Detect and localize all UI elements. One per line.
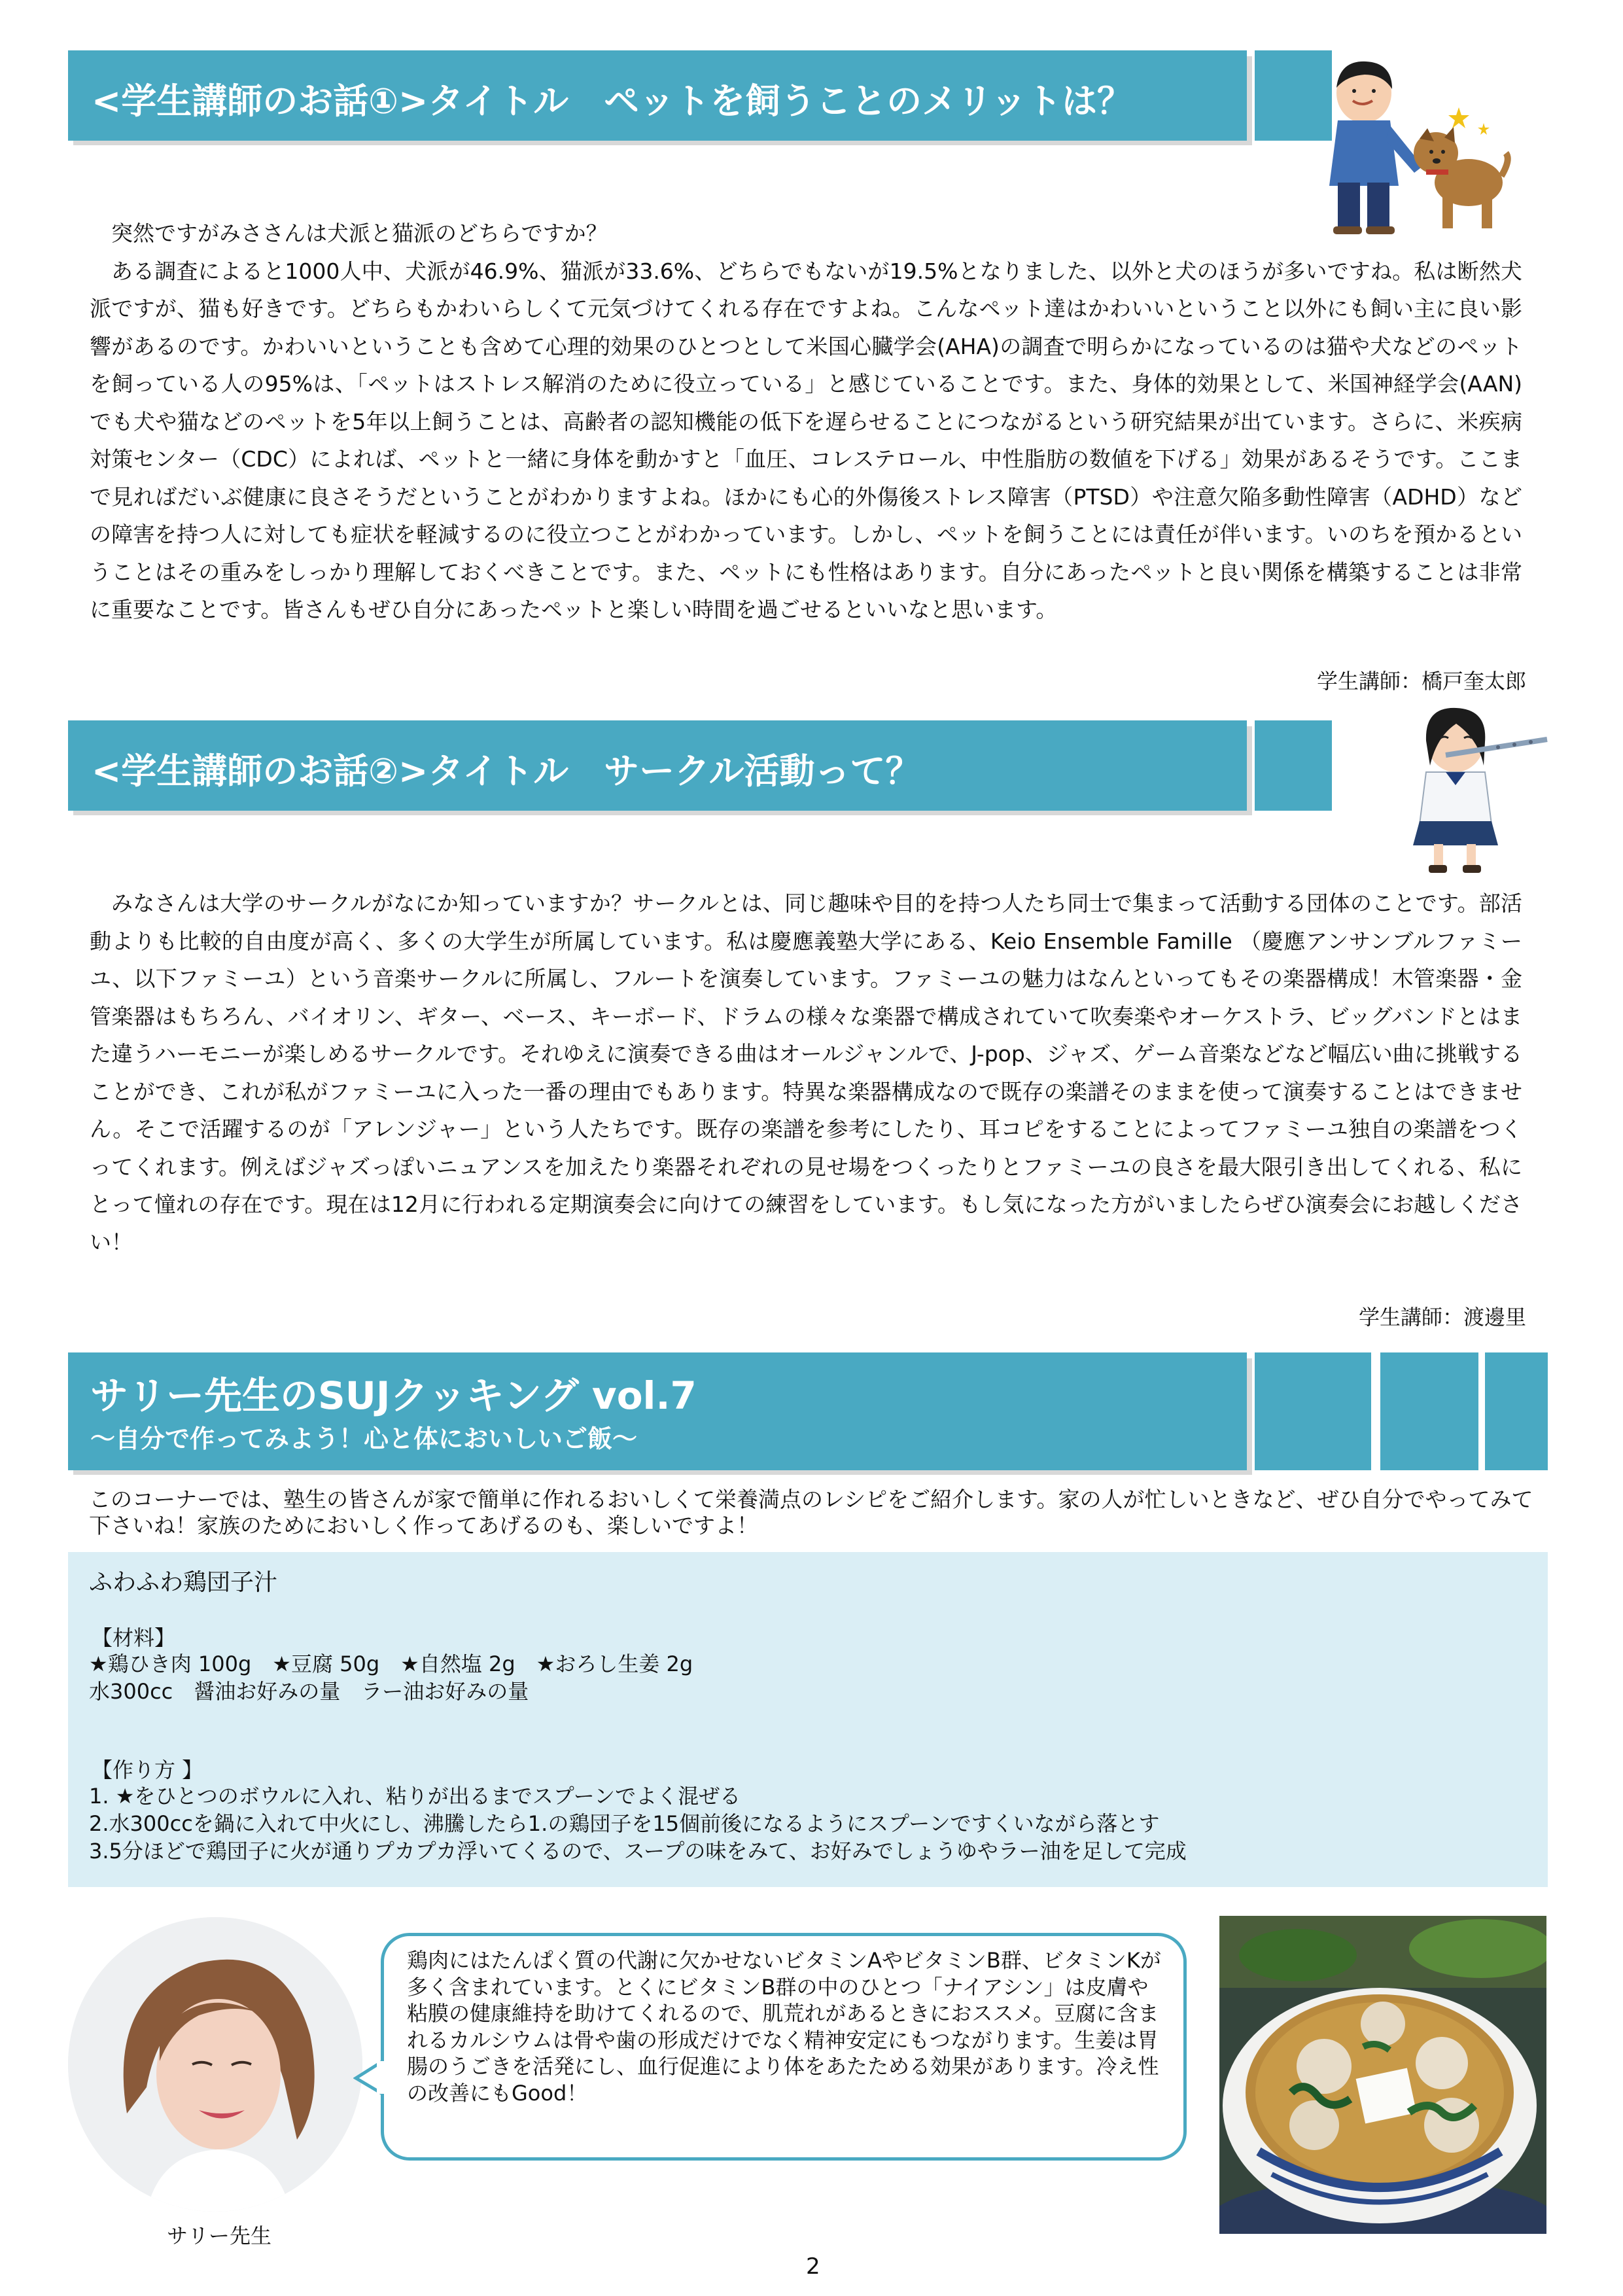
chicken-meatball-soup-photo [1219,1916,1546,2234]
man-with-dog-illustration [1315,55,1511,238]
header3-tile-2 [1380,1352,1478,1470]
header3-tile-3 [1485,1352,1548,1470]
section1-paragraph-2: ある調査によると1000人中、犬派が46.9%、猫派が33.6%、どちらでもないが19.5%となりました、以外と犬のほうが多いですね。私は断然犬派ですが、猫も好きです。どちらもかわいらしくて元気づけてくれる存在ですよね。こんなペット達はかわいいということ以外にも飼い主に良い影響があるのです。かわいいということも含めて心理的効果のひとつとして米国心臓学会(AHA)の調査で明らかになっているのは猫や犬などのペットを飼っている人の95%は、「ペットはストレス解消のために役立っている」と感じていることです。また、身体的効果として、米国神経学会(AAN)でも犬や猫などのペットを5年以上飼うことは、高齢者の認知機能の低下を遅らせることにつながるという研究結果が出ています。さらに、米疾病対策センター（CDC）によれば、ペットと一緒に身体を動かすと「血圧、コレステロール、中性脂肪の数値を下げる」効果があるそうです。ここまで見ればだいぶ健康に良さそうだということがわかりますよね。ほかにも心的外傷後ストレス障害（PTSD）や注意欠陥多動性障害（ADHD）などの障害を持つ人に対しても症状を軽減するのに役立つことがわかっています。しかし、ペットを飼うことには責任が伴います。いのちを預かるということはその重みをしっかり理解しておくべきことです。また、ペットにも性格はあります。自分にあったペットと良い関係を構築することは非常に重要なことです。皆さんもぜひ自分にあったペットと楽しい時間を過ごせるといいなと思います。 [90,258,1522,622]
step-3: 3.5分ほどで鶏団子に火が通りプカプカ浮いてくるので、スープの味をみて、お好みでしょうゆやラー油を足して完成 [89,1839,1187,1863]
section1-paragraph-1: 突然ですがみささんは犬派と猫派のどちらですか？ [111,221,608,246]
ingredients-heading: 【材料】 [92,1625,176,1650]
comment-text: 鶏肉にはたんぱく質の代謝に欠かせないビタミンAやビタミンB群、ビタミンKが多く含まれています。とくにビタミンB群の中のひとつ「ナイアシン」は皮膚や粘膜の健康維持を助けてくれるので、肌荒れがあるときにおススメ。豆腐に含まれるカルシウムは骨や歯の形成だけでなく精神安定にもつながります。生姜は胃腸のうごきを活発にし、血行促進により体をあたためる効果があります。冷え性の改善にもGood！ [407,1948,1161,2106]
section1-body [90,215,1522,629]
step-1: 1. ★をひとつのボウルに入れ、粘りが出るまでスプーンでよく混ぜる [89,1784,741,1809]
section3-intro: このコーナーでは、塾生の皆さんが家で簡単に作れるおいしくて栄養満点のレシピをご紹介します。家の人が忙しいときなど、ぜひ自分でやってみて下さいね！家族のためにおいしく作ってあげるのも、楽しいですよ！ [89,1487,1533,1538]
girl-playing-flute-illustration [1400,700,1550,877]
ingredients-line-1: ★鶏ひき肉 100g ★豆腐 50g ★自然塩 2g ★おろし生姜 2g [89,1651,693,1676]
steps-heading: 【作り方 】 [92,1757,203,1782]
bubble-tail-cover [377,2061,386,2094]
header2-tile [1255,720,1332,811]
section1-title: <学生講師のお話①>タイトル ペットを飼うことのメリットは？ [92,80,1132,122]
header3-tile-1 [1255,1352,1371,1470]
page-number: 2 [806,2253,820,2280]
section3-title: サリー先生のSUJクッキング vol.7 [90,1373,697,1418]
ingredients-line-2: 水300cc 醤油お好みの量 ラー油お好みの量 [89,1679,529,1704]
section2-title: <学生講師のお話②>タイトル サークル活動って？ [92,751,921,792]
teacher-caption: サリー先生 [167,2223,272,2248]
section2-paragraph-1: みなさんは大学のサークルがなにか知っていますか？サークルとは、同じ趣味や目的を持つ人たち同士で集まって活動する団体のことです。部活動よりも比較的自由度が高く、多くの大学生が所属しています。私は慶應義塾大学にある、Keio Ensemble Famille （慶應アンサンブルファミーユ、以下ファミーユ）という音楽サークルに所属し、フルートを演奏しています。ファミーユの魅力はなんといってもその楽器構成！木管楽器・金管楽器はもちろん、バイオリン、ギター、ベース、キーボード、ドラムの様々な楽器で構成されていて吹奏楽やオーケストラ、ビッグバンドとはまた違うハーモニーが楽しめるサークルです。それゆえに演奏できる曲はオールジャンルで、J-pop、ジャズ、ゲーム音楽などなど幅広い曲に挑戦することができ、これが私がファミーユに入った一番の理由でもあります。特異な楽器構成なので既存の楽譜そのままを使って演奏することはできません。そこで活躍するのが「アレンジャー」という人たちです。既存の楽譜を参考にしたり、耳コピをすることによってファミーユ独自の楽譜をつくってくれます。例えばジャズっぽいニュアンスを加えたり楽器それぞれの見せ場をつくったりとファミーユの良さを最大限引き出してくれる、私にとって憧れの存在です。現在は12月に行われる定期演奏会に向けての練習をしています。もし気になった方がいましたらぜひ演奏会にお越しください！ [90,891,1522,1255]
step-2: 2.水300ccを鍋に入れて中火にし、沸騰したら1.の鶏団子を15個前後になるようにスプーンですくいながら落とす [89,1811,1160,1836]
section2-credit: 学生講師：渡邊里 [1358,1305,1526,1330]
section3-subtitle: ～自分で作ってみよう！心と体においしいご飯～ [90,1424,638,1453]
teacher-portrait-photo [68,1917,362,2212]
recipe-name: ふわふわ鶏団子汁 [89,1569,278,1596]
section1-credit: 学生講師：橋戸奎太郎 [1316,669,1526,694]
section2-body [90,885,1522,1261]
